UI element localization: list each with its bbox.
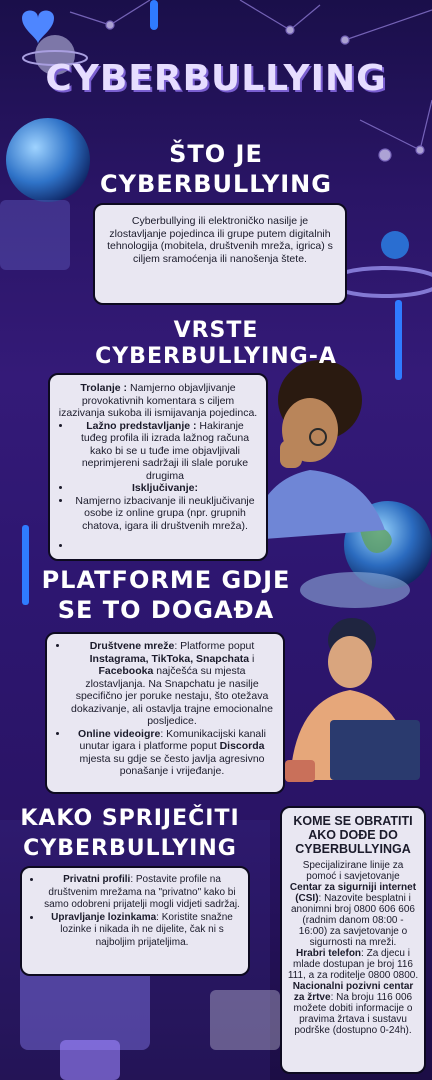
section-2-title-line-1: VRSTE [173, 318, 259, 343]
section-5-card [280, 806, 426, 1074]
type-trolanje: Trolanje : Namjerno objavljivanje provokativnih komentara s ciljem izazivanja sukoba ili ismijavanja pojedinca. [58, 382, 258, 419]
tip-upravljanje-lozinkama: • Upravljanje lozinkama: Koristite snažne lozinke i nikada ih ne dijelite, čak ni s najboljim prijateljima. [42, 912, 242, 950]
platform-drustvene-mreze: • Društvene mreže: Platforme poput Instagrama, TikToka, Snapchata i Facebooka najčešća su mjesta zlostavljanja. Na Snapchatu je nasilje specifično jer poruke nestaju, što otežava dokazivanje, ali ostavlja trajne emocionalne posljedice. [69, 640, 275, 728]
empty-list-item [72, 540, 258, 553]
section-3-title-line-2: SE TO DOGAĐA [57, 596, 275, 624]
section-4-card [20, 866, 250, 976]
tip-privatni-profili: • Privatni profili: Postavite profile na društvenim mrežama na "privatno" kako bi samo odobreni prijatelji mogli vidjeti sadržaj. [42, 874, 242, 912]
illustration-person-1 [250, 360, 385, 540]
platform-online-videoigre: • Online videoigre: Komunikacijski kanali unutar igara i platforme poput Discorda mjesta su gdje se često javlja agresivno ponašanje i vrijeđanje. [69, 728, 275, 778]
section-1-title-line-2: CYBERBULLYING [100, 170, 332, 198]
section-4-title-line-1: KAKO SPRIJEČITI [20, 806, 240, 831]
section-2-title-line-2: CYBERBULLYING-A [95, 344, 337, 369]
section-1-card [93, 203, 347, 305]
section-3-title-line-1: PLATFORME GDJE [41, 566, 291, 594]
section-5-title: KOME SE OBRATITI AKO DOĐE DO CYBERBULLYINGA [293, 814, 413, 856]
contact-hrabri-telefon: Hrabri telefon: Za djecu i mlade dostupan je broj 116 111, a za roditelje 0800 0800. [287, 948, 419, 981]
section-5-intro: Specijalizirane linije za pomoć i savjetovanje [302, 860, 404, 882]
contact-csi: Centar za sigurniji internet (CSI): Nazovite besplatni i anonimni broj 0800 606 606 (radnim danom 08:00 - 16:00) za savjetovanje o sigurnosti na mreži. [289, 882, 417, 948]
type-iskljucivanje: • Isključivanje: [72, 482, 258, 495]
section-3-card [45, 632, 285, 794]
section-1-text: Cyberbullying ili elektroničko nasilje je zlostavljanje pojedinca ili grupe putem digitalnih tehnologija (mobitela, društvenih mreža, igrica) s ciljem sramoćenja ili nanošenja štete. [107, 215, 333, 265]
section-4-title-line-2: CYBERBULLYING [23, 836, 237, 861]
section-2-card [48, 373, 268, 561]
type-lazno-predstavljanje: • Lažno predstavljanje : Hakiranje tuđeg profila ili izrada lažnog računa kako bi se u tuđe ime objavljivali neprimjereni sadržaji ili slale poruke drugima [72, 420, 258, 483]
type-iskljucivanje-text: • Namjerno izbacivanje ili neuključivanje osobe iz online grupa (npr. grupnih chatova, igara ili društvenih mreža). [72, 495, 258, 533]
illustration-person-2 [285, 618, 420, 782]
main-title: CYBERBULLYING [45, 58, 387, 99]
contact-nacionalni-centar: Nacionalni pozivni centar za žrtve: Na broju 116 006 možete dobiti informacije o pravima žrtava i sustavu podrške (dostupno 0-24h). [292, 981, 414, 1036]
section-1-title-line-1: ŠTO JE [169, 140, 263, 168]
